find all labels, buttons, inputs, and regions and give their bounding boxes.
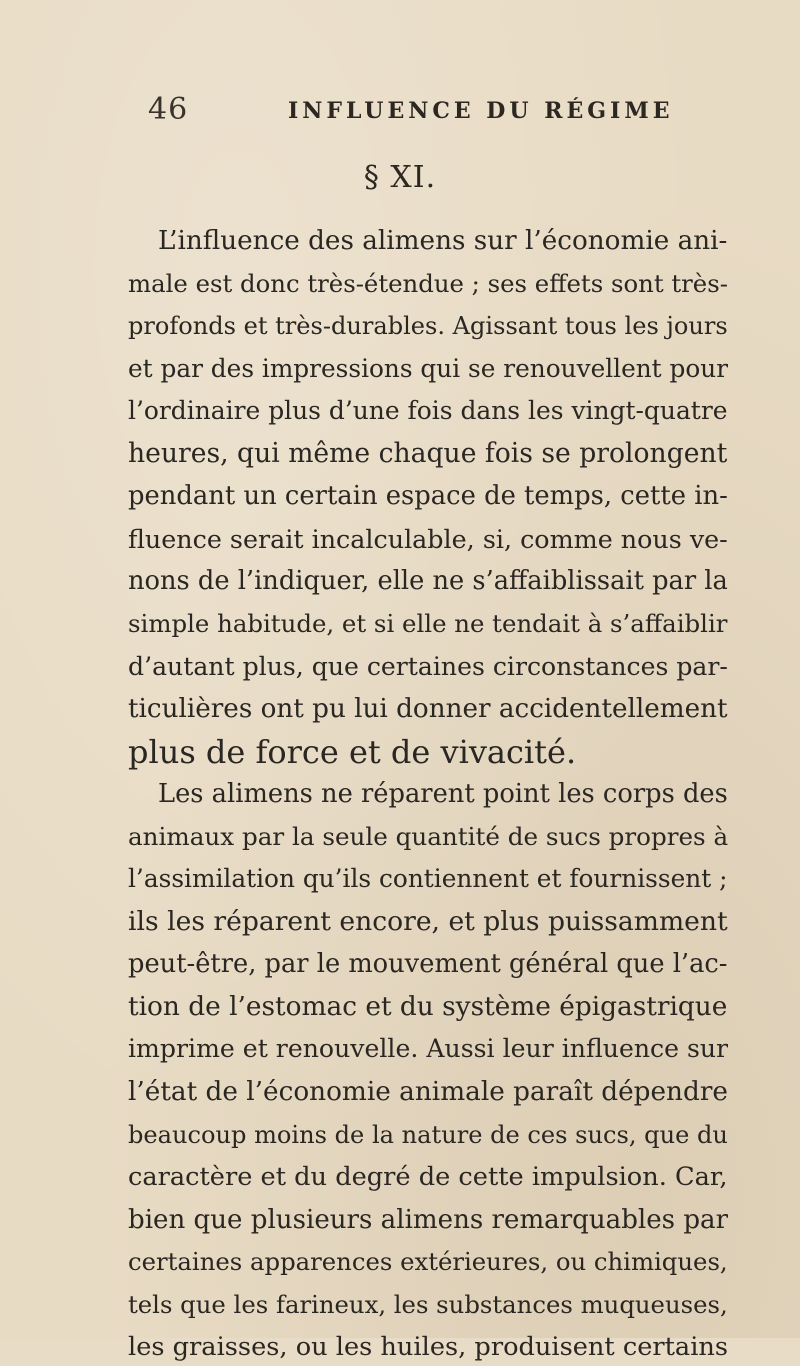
- text-line: caractère et du degré de cette impulsion. Car,: [128, 1162, 728, 1193]
- text-line: l’état de l’économie animale paraît dépendre: [128, 1077, 728, 1107]
- text-line: les graisses, ou les huiles, produisent certains: [128, 1332, 728, 1363]
- text-line: beaucoup moins de la nature de ces sucs, que du: [128, 1120, 728, 1149]
- text-line: male est donc très-étendue ; ses effets sont très-: [128, 268, 728, 298]
- text-line: ils les réparent encore, et plus puissamment: [128, 905, 728, 937]
- text-line: plus de force et de vivacité.: [128, 732, 577, 771]
- text-line: profonds et très-durables. Agissant tous les jours: [128, 312, 728, 341]
- text-line: L’influence des alimens sur l’économie ani-: [158, 226, 728, 256]
- section-heading: § XI.: [363, 160, 437, 195]
- page-number: 46: [148, 92, 189, 127]
- text-line: peut-être, par le mouvement général que l’ac-: [128, 949, 728, 980]
- text-line: animaux par la seule quantité de sucs propres à: [128, 821, 728, 851]
- text-line: imprime et renouvelle. Aussi leur influence sur: [128, 1034, 728, 1064]
- text-line: nons de l’indiquer, elle ne s’affaiblissait par la: [128, 566, 728, 597]
- text-line: Les alimens ne réparent point les corps des: [158, 779, 728, 810]
- text-line: tion de l’estomac et du système épigastrique: [128, 991, 728, 1022]
- text-line: ticulières ont pu lui donner accidentellement: [128, 694, 728, 725]
- text-line: et par des impressions qui se renouvellent pour: [128, 353, 728, 383]
- text-line: fluence serait incalculable, si, comme nous ve-: [128, 523, 728, 554]
- text-line: bien que plusieurs alimens remarquables par: [128, 1204, 728, 1235]
- text-line: l’assimilation qu’ils contiennent et fournissent ;: [128, 864, 728, 894]
- text-line: simple habitude, et si elle ne tendait à s’affaiblir: [128, 608, 728, 638]
- running-title: INFLUENCE DU RÉGIME: [288, 98, 674, 124]
- text-line: l’ordinaire plus d’une fois dans les vingt-quatre: [128, 396, 728, 426]
- text-line: heures, qui même chaque fois se prolongent: [128, 437, 728, 469]
- text-line: pendant un certain espace de temps, cette in-: [128, 481, 728, 512]
- text-line: certaines apparences extérieures, ou chimiques,: [128, 1247, 728, 1277]
- text-line: d’autant plus, que certaines circonstances par-: [128, 651, 728, 681]
- text-line: tels que les farineux, les substances muqueuses,: [128, 1289, 728, 1319]
